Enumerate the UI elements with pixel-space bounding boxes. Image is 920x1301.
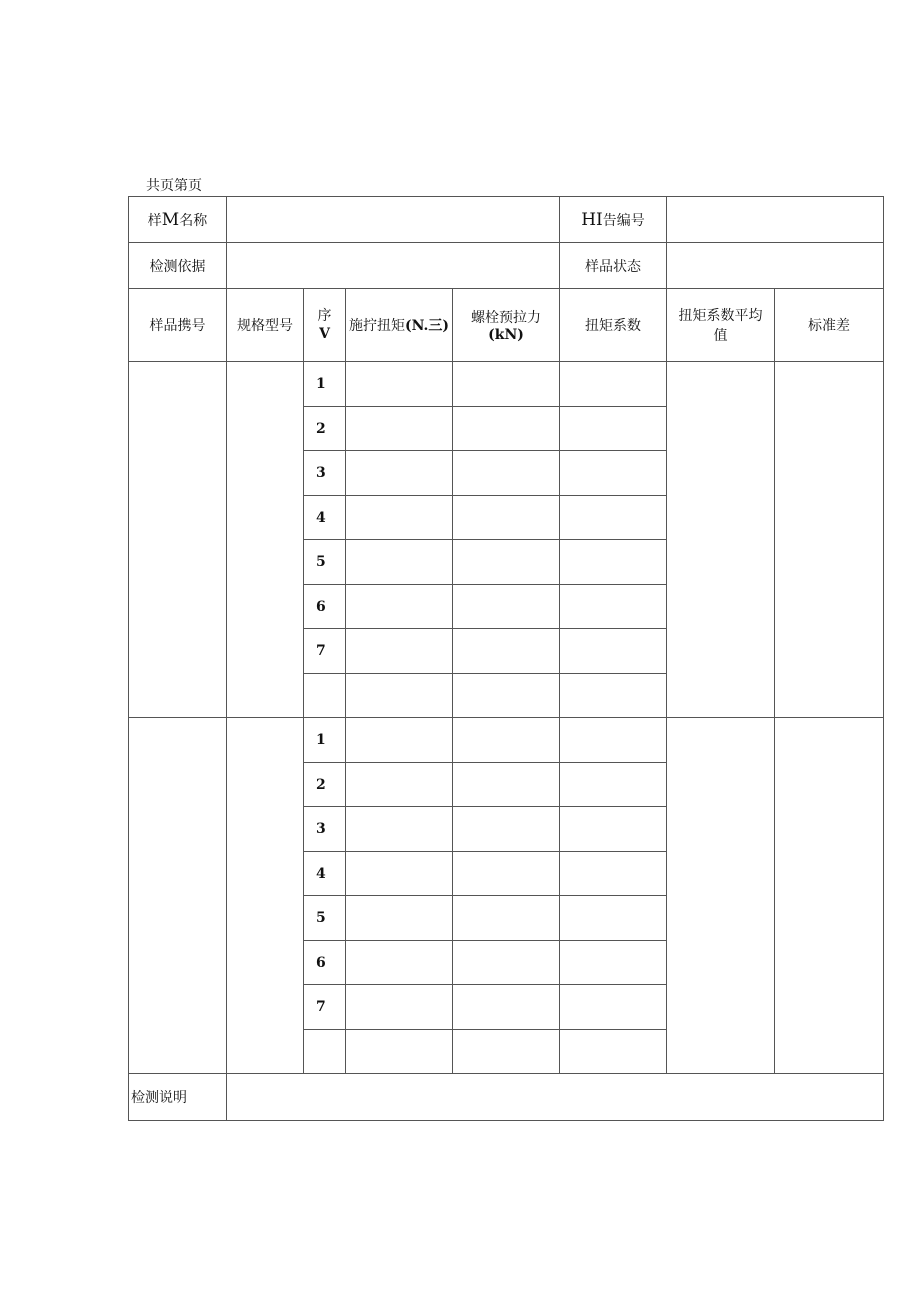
- seq-number: [304, 1030, 346, 1074]
- torque-cell[interactable]: [346, 718, 453, 763]
- torque-cell[interactable]: [346, 496, 453, 540]
- col-seq: [304, 289, 346, 362]
- seq-number: 3: [304, 451, 346, 496]
- preload-cell[interactable]: [453, 807, 560, 852]
- group2-sample-no-cell[interactable]: [129, 718, 227, 1074]
- seq-number: 7: [304, 985, 346, 1030]
- group1-sample-no-cell[interactable]: [129, 362, 227, 718]
- torque-cell[interactable]: [346, 1030, 453, 1074]
- table-row: [129, 718, 884, 763]
- group2-std-cell[interactable]: [775, 718, 884, 1074]
- preload-cell[interactable]: [453, 941, 560, 985]
- preload-cell[interactable]: [453, 763, 560, 807]
- coef-cell[interactable]: [560, 540, 667, 585]
- coef-cell[interactable]: [560, 585, 667, 629]
- test-basis-label: 检测依据: [129, 243, 227, 289]
- coef-cell[interactable]: [560, 807, 667, 852]
- torque-cell[interactable]: [346, 852, 453, 896]
- sample-status-field[interactable]: [667, 243, 884, 289]
- coef-cell[interactable]: [560, 674, 667, 718]
- seq-number: 4: [304, 852, 346, 896]
- group1-spec-cell[interactable]: [227, 362, 304, 718]
- torque-cell[interactable]: [346, 674, 453, 718]
- test-note-field[interactable]: [227, 1074, 884, 1121]
- torque-cell[interactable]: [346, 362, 453, 407]
- coef-cell[interactable]: [560, 941, 667, 985]
- preload-cell[interactable]: [453, 896, 560, 941]
- group2-spec-cell[interactable]: [227, 718, 304, 1074]
- seq-number: 4: [304, 496, 346, 540]
- preload-cell[interactable]: [453, 629, 560, 674]
- seq-number: 5: [304, 896, 346, 941]
- torque-cell[interactable]: [346, 896, 453, 941]
- report-no-field[interactable]: [667, 197, 884, 243]
- seq-number: 6: [304, 941, 346, 985]
- coef-cell[interactable]: [560, 407, 667, 451]
- torque-cell[interactable]: [346, 985, 453, 1030]
- group2-avg-cell[interactable]: [667, 718, 775, 1074]
- torque-cell[interactable]: [346, 629, 453, 674]
- preload-cell[interactable]: [453, 585, 560, 629]
- sample-status-label: 样品状态: [560, 243, 667, 289]
- col-std-dev: 标准差: [775, 289, 884, 362]
- sample-name-label: 样M名称: [129, 197, 227, 243]
- sample-name-field[interactable]: [227, 197, 560, 243]
- seq-number: 6: [304, 585, 346, 629]
- col-avg: 扭矩系数平均 值: [667, 289, 775, 362]
- note-row: [129, 1074, 884, 1121]
- preload-cell[interactable]: [453, 496, 560, 540]
- torque-cell[interactable]: [346, 407, 453, 451]
- col-preload: 螺栓预拉力 (kN): [453, 289, 560, 362]
- report-no-label: HI告编号: [560, 197, 667, 243]
- col-torque-coef: 扭矩系数: [560, 289, 667, 362]
- seq-number: 2: [304, 763, 346, 807]
- preload-cell[interactable]: [453, 852, 560, 896]
- preload-cell[interactable]: [453, 718, 560, 763]
- col-torque: 施拧扭矩(N.三): [346, 289, 453, 362]
- sample-name-row: [129, 197, 884, 243]
- coef-cell[interactable]: [560, 1030, 667, 1074]
- torque-cell[interactable]: [346, 585, 453, 629]
- seq-number: 5: [304, 540, 346, 585]
- preload-cell[interactable]: [453, 985, 560, 1030]
- coef-cell[interactable]: [560, 362, 667, 407]
- preload-cell[interactable]: [453, 407, 560, 451]
- seq-number: 1: [304, 718, 346, 763]
- col-seq-bottom: V: [319, 326, 330, 342]
- table-row: [129, 362, 884, 407]
- col-seq-top: 序: [317, 308, 332, 324]
- coef-cell[interactable]: [560, 451, 667, 496]
- col-sample-no: 样品携号: [129, 289, 227, 362]
- preload-cell[interactable]: [453, 362, 560, 407]
- torque-cell[interactable]: [346, 763, 453, 807]
- coef-cell[interactable]: [560, 852, 667, 896]
- torque-cell[interactable]: [346, 941, 453, 985]
- preload-cell[interactable]: [453, 1030, 560, 1074]
- coef-cell[interactable]: [560, 496, 667, 540]
- seq-number: [304, 674, 346, 718]
- coef-cell[interactable]: [560, 763, 667, 807]
- seq-number: 3: [304, 807, 346, 852]
- preload-cell[interactable]: [453, 451, 560, 496]
- coef-cell[interactable]: [560, 629, 667, 674]
- coef-cell[interactable]: [560, 718, 667, 763]
- torque-coefficient-test-form: [128, 196, 884, 1121]
- column-header-row: [129, 289, 884, 362]
- seq-number: 1: [304, 362, 346, 407]
- test-basis-field[interactable]: [227, 243, 560, 289]
- coef-cell[interactable]: [560, 985, 667, 1030]
- torque-cell[interactable]: [346, 451, 453, 496]
- test-note-label: 检测说明: [129, 1074, 227, 1121]
- page-count-text: 共页第页: [146, 178, 202, 194]
- test-basis-row: [129, 243, 884, 289]
- preload-cell[interactable]: [453, 540, 560, 585]
- torque-cell[interactable]: [346, 540, 453, 585]
- preload-cell[interactable]: [453, 674, 560, 718]
- group1-std-cell[interactable]: [775, 362, 884, 718]
- col-spec-model: 规格型号: [227, 289, 304, 362]
- group1-avg-cell[interactable]: [667, 362, 775, 718]
- coef-cell[interactable]: [560, 896, 667, 941]
- seq-number: 7: [304, 629, 346, 674]
- seq-number: 2: [304, 407, 346, 451]
- torque-cell[interactable]: [346, 807, 453, 852]
